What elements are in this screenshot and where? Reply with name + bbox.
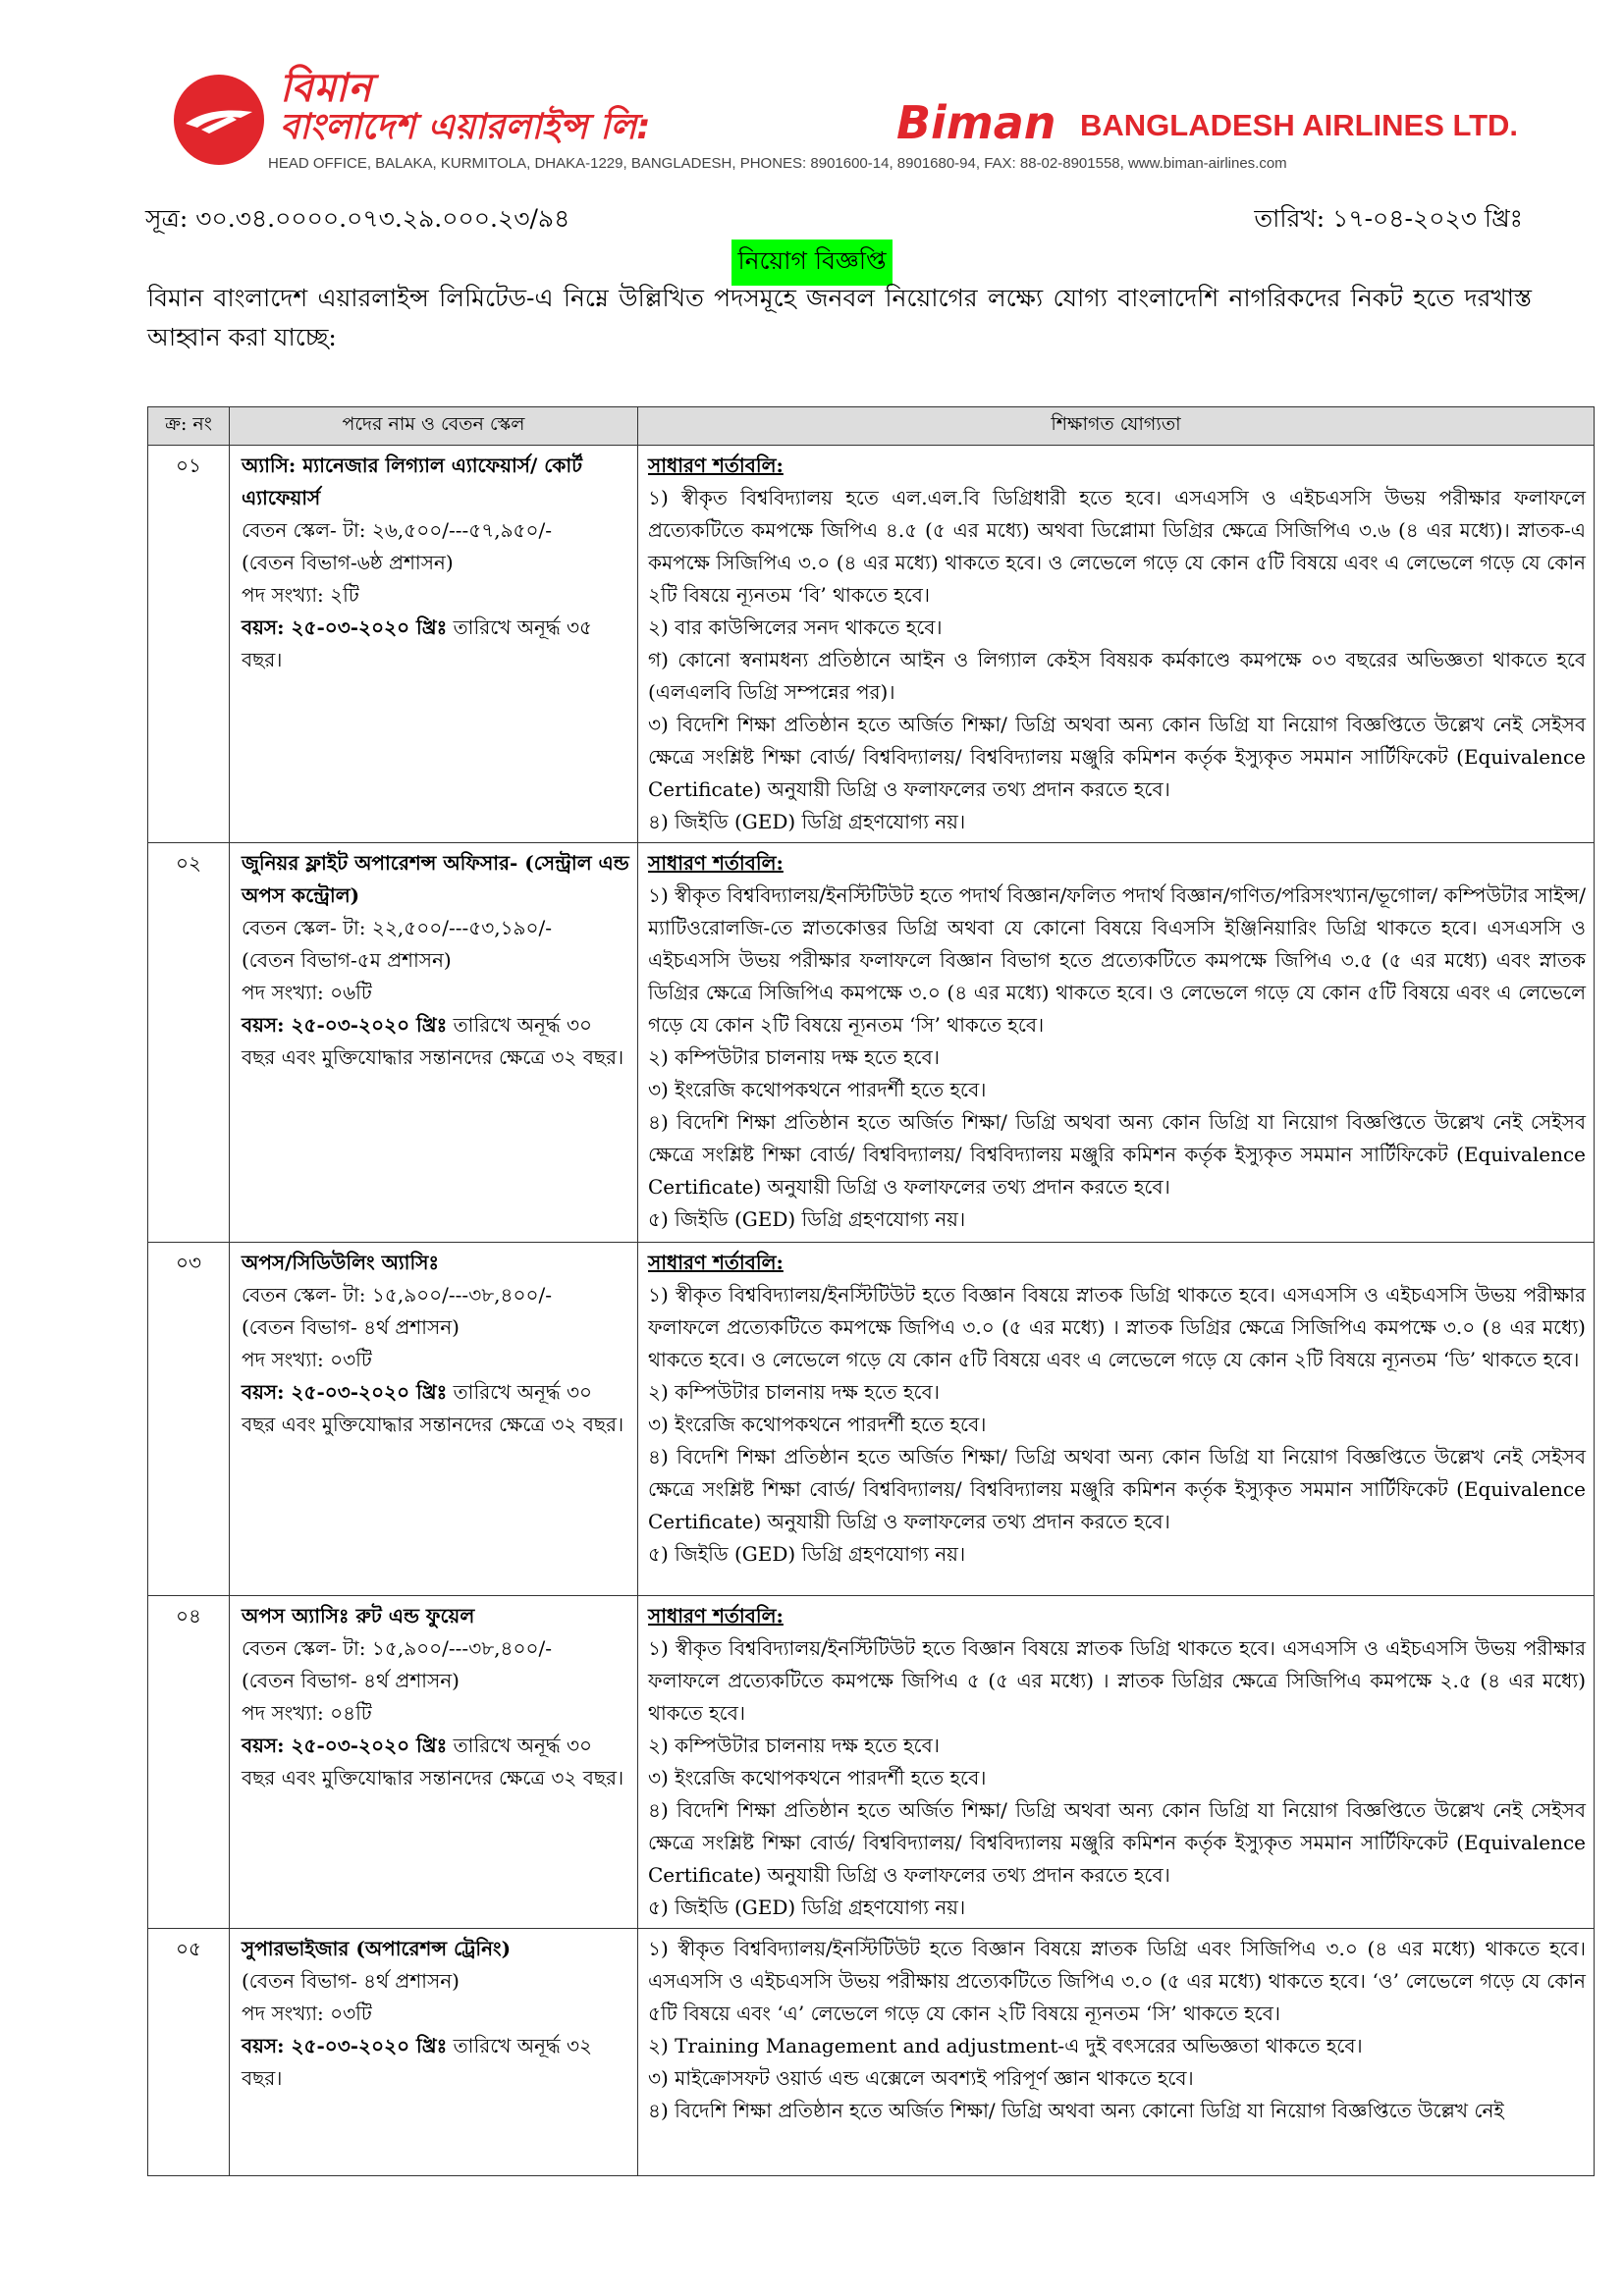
pay-scale: বেতন স্কেল- টা: ১৫,৯০০/---৩৮,৪০০/-	[242, 1283, 553, 1307]
conditions-title: সাধারণ শর্তাবলি:	[648, 454, 784, 477]
qualification-cell	[638, 843, 1595, 1243]
vacancy-count: পদ সংখ্যা: ০৪টি	[242, 1701, 372, 1725]
memo-reference: সূত্র: ৩০.৩৪.০০০০.০৭৩.২৯.০০০.২৩/৯৪	[145, 204, 570, 233]
post-cell	[230, 843, 638, 1243]
condition-item: ৪) বিদেশি শিক্ষা প্রতিষ্ঠান হতে অর্জিত শিক্ষা/ ডিগ্রি অথবা অন্য কোন ডিগ্রি যা নিয়োগ বিজ্ঞপ্তিতে উল্লেখ নেই সেইসব ক্ষেত্রে সংশ্লিষ্ট শিক্ষা বোর্ড/ বিশ্ববিদ্যালয়/ বিশ্ববিদ্যালয় মঞ্জুরি কমিশন কর্তৃক ইস্যুকৃত সমমান সার্টিফিকেট (Equivalence Certificate) অনুযায়ী ডিগ্রি ও ফলাফলের তথ্য প্রদান করতে হবে।	[648, 1110, 1586, 1199]
condition-item: ২) কম্পিউটার চালনায় দক্ষ হতে হবে।	[648, 1380, 940, 1404]
age-rest: তারিখে অনূর্দ্ধ ৩০ বছর এবং মুক্তিযোদ্ধার সন্তানদের ক্ষেত্রে ৩২ বছর।	[242, 1734, 624, 1789]
vacancy-count: পদ সংখ্যা: ০৩টি	[242, 2002, 372, 2025]
condition-item: ২) বার কাউন্সিলের সনদ থাকতে হবে।	[648, 615, 943, 639]
post-cell	[230, 1596, 638, 1929]
condition-item: ১) স্বীকৃত বিশ্ববিদ্যালয়/ইনস্টিটিউট হতে পদার্থ বিজ্ঞান/ফলিত পদার্থ বিজ্ঞান/গণিত/পরিসংখ্যান/ভূগোল/ কম্পিউটার সাইন্স/ম্যাটিওরোলজি-তে স্নাতকোত্তর ডিগ্রি অথবা যে কোনো বিষয়ে বিএসসি ইঞ্জিনিয়ারিং ডিগ্রি থাকতে হবে। এসএসসি ও এইচএসসি উভয় পরীক্ষার ফলাফলে বিজ্ঞান বিভাগ হতে প্রত্যেকটিতে কমপক্ষে জিপিএ ৩.৫ (৫ এর মধ্যে) এবং স্নাতক ডিগ্রির ক্ষেত্রে সিজিপিএ কমপক্ষে ৩.০ (৪ এর মধ্যে) থাকতে হবে। ও লেভেলে গড়ে যে কোন ৫টি বিষয়ে এবং এ লেভেলে গড়ে যে কোন ২টি বিষয়ে ন্যূনতম ‘সি’ থাকতে হবে।	[648, 883, 1586, 1037]
post-name: জুনিয়র ফ্লাইট অপারেশন্স অফিসার- (সেন্ট্রাল এন্ড অপস কন্ট্রোল)	[242, 851, 629, 907]
memo-date: তারিখ: ১৭-০৪-২০২৩ খ্রিঃ	[1254, 204, 1523, 233]
qualification-cell	[638, 1929, 1595, 2176]
age-limit	[242, 2030, 629, 2095]
condition-item: ৪) জিইডি (GED) ডিগ্রি গ্রহণযোগ্য নয়।	[648, 810, 966, 833]
post-name: অ্যাসি: ম্যানেজার লিগ্যাল এ্যাফেয়ার্স/ কোর্ট এ্যাফেয়ার্স	[242, 454, 583, 509]
condition-item: ২) Training Management and adjustment-এ দুই বৎসরের অভিজ্ঞতা থাকতে হবে।	[648, 2034, 1363, 2057]
age-label: বয়স: ২৫-০৩-২০২০ খ্রিঃ	[242, 2034, 448, 2057]
notice-title: নিয়োগ বিজ্ঞপ্তি	[731, 240, 892, 286]
condition-item: ৩) ইংরেজি কথোপকথনে পারদর্শী হতে হবে।	[648, 1766, 987, 1789]
condition-item: ১) স্বীকৃত বিশ্ববিদ্যালয়/ইনস্টিটিউট হতে বিজ্ঞান বিষয়ে স্নাতক ডিগ্রি এবং সিজিপিএ ৩.০ (৪ এর মধ্যে) থাকতে হবে। এসএসসি ও এইচএসসি উভয় পরীক্ষায় প্রত্যেকটিতে জিপিএ ৩.০ (৫ এর মধ্যে) থাকতে হবে। ‘ও’ লেভেলে গড়ে যে কোন ৫টি বিষয়ে এবং ‘এ’ লেভেলে গড়ে যে কোন ২টি বিষয়ে ন্যূনতম ‘সি’ থাকতে হবে।	[648, 1937, 1586, 2025]
table-header-row	[148, 407, 1595, 446]
serial-cell: ০১	[148, 446, 230, 843]
letterhead	[172, 57, 1527, 172]
qualification-cell	[638, 1596, 1595, 1929]
vacancy-count: পদ সংখ্যা: ০৬টি	[242, 981, 372, 1004]
serial-cell: ০৪	[148, 1596, 230, 1929]
condition-item: ২) কম্পিউটার চালনায় দক্ষ হতে হবে।	[648, 1045, 940, 1069]
condition-item: ৫) জিইডি (GED) ডিগ্রি গ্রহণযোগ্য নয়।	[648, 1542, 966, 1566]
condition-item: ৩) মাইক্রোসফট ওয়ার্ড এন্ড এক্সেলে অবশ্যই পরিপূর্ণ জ্ঞান থাকতে হবে।	[648, 2066, 1194, 2090]
pay-grade: (বেতন বিভাগ- ৪র্থ প্রশাসন)	[242, 1969, 460, 1993]
age-rest: তারিখে অনূর্দ্ধ ৩০ বছর এবং মুক্তিযোদ্ধার সন্তানদের ক্ষেত্রে ৩২ বছর।	[242, 1380, 624, 1436]
serial-cell: ০২	[148, 843, 230, 1243]
post-cell	[230, 446, 638, 843]
post-name: সুপারভাইজার (অপারেশন্স ট্রেনিং)	[242, 1937, 512, 1960]
brand-name-bengali-line2: বাংলাদেশ এয়ারলাইন্স লি:	[280, 107, 651, 147]
post-cell	[230, 1243, 638, 1596]
qualification-cell	[638, 446, 1595, 843]
pay-scale: বেতন স্কেল- টা: ১৫,৯০০/---৩৮,৪০০/-	[242, 1636, 553, 1660]
condition-item: ২) কম্পিউটার চালনায় দক্ষ হতে হবে।	[648, 1734, 940, 1757]
age-limit	[242, 612, 629, 676]
condition-item: ৫) জিইডি (GED) ডিগ্রি গ্রহণযোগ্য নয়।	[648, 1896, 966, 1919]
qualification-cell	[638, 1243, 1595, 1596]
conditions-title: সাধারণ শর্তাবলি:	[648, 1251, 784, 1274]
post-cell	[230, 1929, 638, 2176]
condition-item: ৫) জিইডি (GED) ডিগ্রি গ্রহণযোগ্য নয়।	[648, 1207, 966, 1231]
head-office-address: HEAD OFFICE, BALAKA, KURMITOLA, DHAKA-1229, BANGLADESH, PHONES: 8901600-14, 8901680-94, FAX: 88-02-8901558, www.biman-airlines.com	[268, 155, 1287, 172]
table-row	[148, 1596, 1595, 1929]
header-serial: ক্র: নং	[148, 407, 230, 446]
age-label: বয়স: ২৫-০৩-২০২০ খ্রিঃ	[242, 1734, 448, 1757]
conditions-title: সাধারণ শর্তাবলি:	[648, 1604, 784, 1628]
vacancy-count: পদ সংখ্যা: ২টি	[242, 583, 359, 607]
age-label: বয়স: ২৫-০৩-২০২০ খ্রিঃ	[242, 1380, 448, 1404]
pay-grade: (বেতন বিভাগ- ৪র্থ প্রশাসন)	[242, 1315, 460, 1339]
post-name: অপস/সিডিউলিং অ্যাসিঃ	[242, 1251, 440, 1274]
age-limit	[242, 1009, 629, 1074]
biman-logo-icon	[172, 73, 266, 167]
condition-item: ১) স্বীকৃত বিশ্ববিদ্যালয়/ইনস্টিটিউট হতে বিজ্ঞান বিষয়ে স্নাতক ডিগ্রি থাকতে হবে। এসএসসি ও এইচএসসি উভয় পরীক্ষার ফলাফলে প্রত্যেকটিতে কমপক্ষে জিপিএ ৫ (৫ এর মধ্যে) । স্নাতক ডিগ্রির ক্ষেত্রে সিজিপিএ কমপক্ষে ২.৫ (৪ এর মধ্যে) থাকতে হবে।	[648, 1636, 1586, 1725]
age-label: বয়স: ২৫-০৩-২০২০ খ্রিঃ	[242, 615, 448, 639]
age-rest: তারিখে অনূর্দ্ধ ৩২ বছর।	[242, 2034, 593, 2090]
condition-item: ১) স্বীকৃত বিশ্ববিদ্যালয় হতে এল.এল.বি ডিগ্রিধারী হতে হবে। এসএসসি ও এইচএসসি উভয় পরীক্ষার ফলাফলে প্রত্যেকটিতে কমপক্ষে জিপিএ ৪.৫ (৫ এর মধ্যে) অথবা ডিপ্লোমা ডিগ্রির ক্ষেত্রে সিজিপিএ ৩.৬ (৪ এর মধ্যে)। স্নাতক-এ কমপক্ষে সিজিপিএ ৩.০ (৪ এর মধ্যে) থাকতে হবে। ও লেভেলে গড়ে যে কোন ৫টি বিষয়ে এবং এ লেভেলে গড়ে যে কোন ২টি বিষয়ে ন্যূনতম ‘বি’ থাকতে হবে।	[648, 486, 1586, 607]
condition-item: ৩) বিদেশি শিক্ষা প্রতিষ্ঠান হতে অর্জিত শিক্ষা/ ডিগ্রি অথবা অন্য কোন ডিগ্রি যা নিয়োগ বিজ্ঞপ্তিতে উল্লেখ নেই সেইসব ক্ষেত্রে সংশ্লিষ্ট শিক্ষা বোর্ড/ বিশ্ববিদ্যালয়/ বিশ্ববিদ্যালয় মঞ্জুরি কমিশন কর্তৃক ইস্যুকৃত সমমান সার্টিফিকেট (Equivalence Certificate) অনুযায়ী ডিগ্রি ও ফলাফলের তথ্য প্রদান করতে হবে।	[648, 713, 1586, 801]
vacancy-table	[147, 406, 1595, 2176]
condition-item: ৩) ইংরেজি কথোপকথনে পারদর্শী হতে হবে।	[648, 1078, 987, 1101]
conditions-title: সাধারণ শর্তাবলি:	[648, 851, 784, 875]
age-limit	[242, 1730, 629, 1794]
pay-scale: বেতন স্কেল- টা: ২৬,৫০০/---৫৭,৯৫০/-	[242, 518, 553, 542]
serial-cell: ০৫	[148, 1929, 230, 2176]
header-post: পদের নাম ও বেতন স্কেল	[230, 407, 638, 446]
pay-scale: বেতন স্কেল- টা: ২২,৫০০/---৫৩,১৯০/-	[242, 916, 553, 939]
condition-item: গ) কোনো স্বনামধন্য প্রতিষ্ঠানে আইন ও লিগ্যাল কেইস বিষয়ক কর্মকাণ্ডে কমপক্ষে ০৩ বছরের অভিজ্ঞতা থাকতে হবে (এলএলবি ডিগ্রি সম্পন্নের পর)।	[648, 648, 1586, 704]
condition-item: ১) স্বীকৃত বিশ্ববিদ্যালয়/ইনস্টিটিউট হতে বিজ্ঞান বিষয়ে স্নাতক ডিগ্রি থাকতে হবে। এসএসসি ও এইচএসসি উভয় পরীক্ষার ফলাফলে প্রত্যেকটিতে কমপক্ষে জিপিএ ৩.০ (৫ এর মধ্যে) । স্নাতক ডিগ্রির ক্ষেত্রে সিজিপিএ কমপক্ষে ৩.০ (৪ এর মধ্যে) থাকতে হবে। ও লেভেলে গড়ে যে কোন ৫টি বিষয়ে এবং এ লেভেলে গড়ে যে কোন ২টি বিষয়ে ন্যূনতম ‘ডি’ থাকতে হবে।	[648, 1283, 1586, 1371]
brand-name-bengali-line1: বিমান	[280, 66, 373, 111]
pay-grade: (বেতন বিভাগ-৫ম প্রশাসন)	[242, 948, 452, 972]
brand-name-biman: Biman	[896, 96, 1056, 149]
age-rest: তারিখে অনূর্দ্ধ ৩০ বছর এবং মুক্তিযোদ্ধার সন্তানদের ক্ষেত্রে ৩২ বছর।	[242, 1013, 624, 1069]
pay-grade: (বেতন বিভাগ-৬ষ্ঠ প্রশাসন)	[242, 551, 454, 574]
brand-name-english: BANGLADESH AIRLINES LTD.	[1080, 108, 1519, 142]
table-row	[148, 446, 1595, 843]
condition-item: ৪) বিদেশি শিক্ষা প্রতিষ্ঠান হতে অর্জিত শিক্ষা/ ডিগ্রি অথবা অন্য কোন ডিগ্রি যা নিয়োগ বিজ্ঞপ্তিতে উল্লেখ নেই সেইসব ক্ষেত্রে সংশ্লিষ্ট শিক্ষা বোর্ড/ বিশ্ববিদ্যালয়/ বিশ্ববিদ্যালয় মঞ্জুরি কমিশন কর্তৃক ইস্যুকৃত সমমান সার্টিফিকেট (Equivalence Certificate) অনুযায়ী ডিগ্রি ও ফলাফলের তথ্য প্রদান করতে হবে।	[648, 1445, 1586, 1533]
condition-item: ৪) বিদেশি শিক্ষা প্রতিষ্ঠান হতে অর্জিত শিক্ষা/ ডিগ্রি অথবা অন্য কোনো ডিগ্রি যা নিয়োগ বিজ্ঞপ্তিতে উল্লেখ নেই	[648, 2099, 1504, 2122]
table-row	[148, 843, 1595, 1243]
notice-intro: বিমান বাংলাদেশ এয়ারলাইন্স লিমিটেড-এ নিম্নে উল্লিখিত পদসমূহে জনবল নিয়োগের লক্ষ্যে যোগ্য বাংলাদেশি নাগরিকদের নিকট হতে দরখাস্ত আহ্বান করা যাচ্ছে:	[147, 284, 1532, 351]
post-name: অপস অ্যাসিঃ রুট এন্ড ফুয়েল	[242, 1604, 475, 1628]
pay-grade: (বেতন বিভাগ- ৪র্থ প্রশাসন)	[242, 1669, 460, 1692]
age-limit	[242, 1376, 629, 1441]
header-qualification: শিক্ষাগত যোগ্যতা	[638, 407, 1595, 446]
age-rest: তারিখে অনূর্দ্ধ ৩৫ বছর।	[242, 615, 592, 671]
vacancy-count: পদ সংখ্যা: ০৩টি	[242, 1348, 372, 1371]
table-row	[148, 1929, 1595, 2176]
serial-cell: ০৩	[148, 1243, 230, 1596]
condition-item: ৪) বিদেশি শিক্ষা প্রতিষ্ঠান হতে অর্জিত শিক্ষা/ ডিগ্রি অথবা অন্য কোন ডিগ্রি যা নিয়োগ বিজ্ঞপ্তিতে উল্লেখ নেই সেইসব ক্ষেত্রে সংশ্লিষ্ট শিক্ষা বোর্ড/ বিশ্ববিদ্যালয়/ বিশ্ববিদ্যালয় মঞ্জুরি কমিশন কর্তৃক ইস্যুকৃত সমমান সার্টিফিকেট (Equivalence Certificate) অনুযায়ী ডিগ্রি ও ফলাফলের তথ্য প্রদান করতে হবে।	[648, 1798, 1586, 1887]
table-row	[148, 1243, 1595, 1596]
age-label: বয়স: ২৫-০৩-২০২০ খ্রিঃ	[242, 1013, 448, 1037]
table-body	[148, 446, 1595, 2176]
condition-item: ৩) ইংরেজি কথোপকথনে পারদর্শী হতে হবে।	[648, 1413, 987, 1436]
